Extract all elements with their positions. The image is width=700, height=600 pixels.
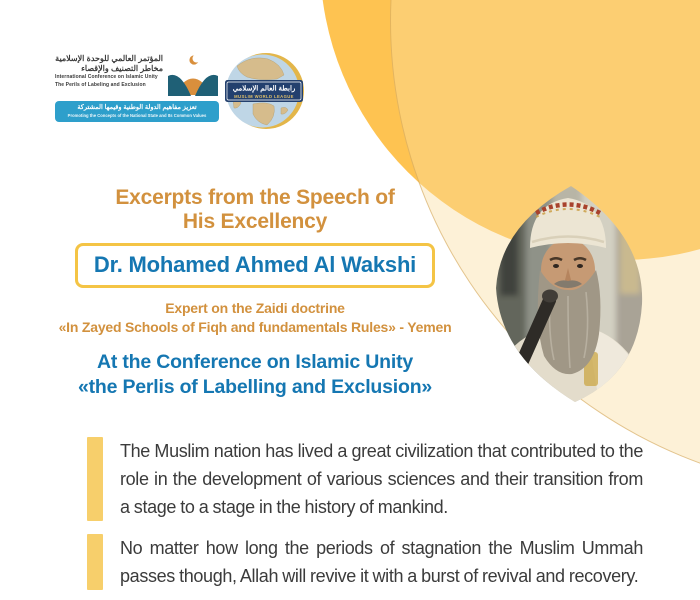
kicker-line2: His Excellency	[182, 210, 328, 233]
quote-item	[87, 534, 643, 590]
conference-banner-english: Promoting the Concepts of the National State and Its Common Values	[67, 113, 207, 118]
speaker-beard	[538, 270, 601, 374]
conference-logo-text	[55, 54, 163, 88]
conference-logo-arabic-line2: مخاطر التصنيف والإقصاء	[81, 63, 163, 73]
quote-text: No matter how long the periods of stagnation the Muslim Ummah passes though, Allah will revive it with a burst of revival and recovery.	[120, 538, 643, 586]
mwl-band	[225, 80, 303, 102]
mosque-crescent-icon	[167, 54, 219, 98]
header-block	[40, 186, 470, 400]
quotes-section	[87, 437, 643, 600]
speaker-photo	[492, 184, 650, 404]
mwl-arabic-text: رابطة العالم الإسلامي	[232, 85, 296, 93]
quote-accent-bar	[87, 534, 103, 590]
subtitle-line2: «In Zayed Schools of Fiqh and fundamentals Rules» - Yemen	[58, 319, 452, 335]
kicker-heading	[40, 186, 470, 234]
conference-logo-english-line2: The Perils of Labeling and Exclusion	[55, 81, 146, 88]
subtitle-line1: Expert on the Zaidi doctrine	[165, 300, 345, 316]
kicker-line1: Excerpts from the Speech of	[115, 186, 395, 209]
conference-logo	[55, 54, 219, 122]
quote-item	[87, 437, 643, 521]
conference-logo-row	[55, 54, 219, 98]
quote-accent-bar	[87, 437, 103, 521]
event-line1: At the Conference on Islamic Unity	[96, 351, 414, 373]
conference-banner-arabic: تعزيز مفاهيم الدولة الوطنية وقيمها المشتركة	[77, 104, 197, 111]
conference-logo-arabic-line1: المؤتمر العالمي للوحدة الإسلامية	[55, 54, 163, 63]
event-title	[40, 350, 470, 400]
conference-banner	[55, 101, 219, 122]
muslim-world-league-logo	[223, 48, 307, 134]
quote-text: The Muslim nation has lived a great civilization that contributed to the role in the development of various sciences and their transition from a stage to a stage in the history of mankind.	[120, 441, 643, 517]
speaker-name-box: Dr. Mohamed Ahmed Al Wakshi	[75, 243, 435, 288]
mwl-english-text: MUSLIM WORLD LEAGUE	[234, 94, 294, 99]
event-line2: «the Perlis of Labelling and Exclusion»	[77, 376, 433, 398]
speaker-subtitle	[40, 299, 470, 337]
conference-logo-english-line1: International Conference on Islamic Unity	[55, 74, 158, 80]
